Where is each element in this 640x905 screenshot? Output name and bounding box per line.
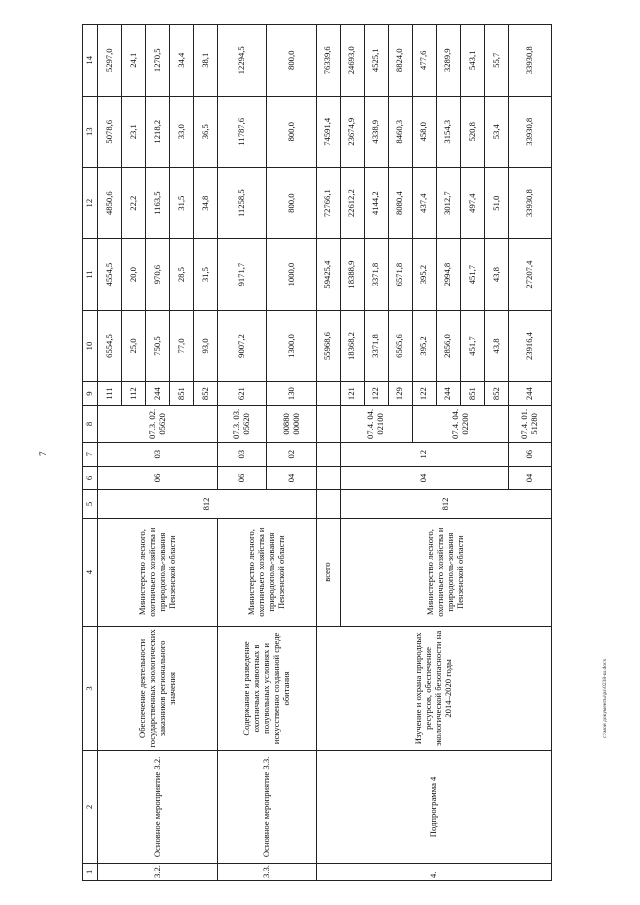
row-number: 3.3. <box>218 863 316 880</box>
value-cell: 5297,0 <box>98 25 122 97</box>
empty-cell <box>316 406 340 443</box>
value-cell: 3371,8 <box>364 239 388 310</box>
empty-cell <box>316 466 340 490</box>
section-code: 04 <box>509 466 552 490</box>
value-cell: 55,7 <box>485 25 509 97</box>
value-cell: 8460,3 <box>388 96 412 167</box>
executor: Министерство лесного, охотничьего хозяйства и природополь-зования Пензенской области <box>340 518 551 626</box>
value-cell: 6565,6 <box>388 310 412 381</box>
header-col-14: 14 <box>83 25 98 97</box>
value-cell: 33930,8 <box>509 167 552 238</box>
value-cell: 497,4 <box>461 167 485 238</box>
value-cell: 53,4 <box>485 96 509 167</box>
target-article-code: 07.3. 03. 05620 <box>218 406 267 443</box>
value-cell: 36,5 <box>194 96 218 167</box>
header-col-5: 5 <box>83 490 98 518</box>
header-col-10: 10 <box>83 310 98 381</box>
row-number: 4. <box>316 863 551 880</box>
value-cell: 5078,6 <box>98 96 122 167</box>
expense-type-code: 112 <box>122 382 146 406</box>
total-value: 74591,4 <box>316 96 340 167</box>
total-value: 55968,6 <box>316 310 340 381</box>
target-article-code: 00880 00000 <box>267 406 316 443</box>
expense-type-code: 129 <box>388 382 412 406</box>
footer-file-path: c:\мои документы\ра\0238-ш.docx <box>602 658 608 738</box>
value-cell: 3154,3 <box>436 96 460 167</box>
value-cell: 18388,9 <box>340 239 364 310</box>
value-cell: 451,7 <box>461 239 485 310</box>
value-cell: 22,2 <box>122 167 146 238</box>
rotated-table-wrapper <box>82 24 552 881</box>
value-cell: 23,1 <box>122 96 146 167</box>
budget-table <box>82 24 552 881</box>
subprogram-description: Изучение и охрана природных ресурсов, обеспечение экологической безопасности на 2014–2020 годы <box>316 626 551 750</box>
total-value: 59425,4 <box>316 239 340 310</box>
value-cell: 24693,0 <box>340 25 364 97</box>
value-cell: 33,0 <box>170 96 194 167</box>
section-code: 04 <box>340 466 509 490</box>
grbs-code: 812 <box>340 490 551 518</box>
expense-type-code: 851 <box>461 382 485 406</box>
value-cell: 4850,6 <box>98 167 122 238</box>
value-cell: 3012,7 <box>436 167 460 238</box>
value-cell: 77,0 <box>170 310 194 381</box>
header-col-6: 6 <box>83 466 98 490</box>
value-cell: 4338,9 <box>364 96 388 167</box>
target-article-code: 07.4. 04. 02200 <box>412 406 508 443</box>
value-cell: 437,4 <box>412 167 436 238</box>
total-value: 76339,6 <box>316 25 340 97</box>
total-value: 72766,1 <box>316 167 340 238</box>
page-number: 7 <box>38 451 48 456</box>
section-code: 06 <box>218 466 267 490</box>
header-col-9: 9 <box>83 382 98 406</box>
value-cell: 543,1 <box>461 25 485 97</box>
value-cell: 520,8 <box>461 96 485 167</box>
section-code: 04 <box>267 466 316 490</box>
expense-type-code: 244 <box>509 382 552 406</box>
table-row <box>98 25 122 881</box>
total-label: всего <box>316 518 340 626</box>
subsection-code: 03 <box>218 442 267 466</box>
value-cell: 8080,4 <box>388 167 412 238</box>
value-cell: 43,8 <box>485 239 509 310</box>
value-cell: 43,8 <box>485 310 509 381</box>
value-cell: 8824,0 <box>388 25 412 97</box>
target-article-code: 07.4. 04. 02100 <box>340 406 412 443</box>
value-cell: 3289,9 <box>436 25 460 97</box>
value-cell: 33930,8 <box>509 96 552 167</box>
measure-name: Основное мероприятие 3.2. <box>98 751 218 864</box>
measure-description: Обеспечение деятельности государственных зоологических заказников регионального значения <box>98 626 218 750</box>
value-cell: 51,0 <box>485 167 509 238</box>
empty-cell <box>316 442 340 466</box>
row-number: 3.2. <box>98 863 218 880</box>
value-cell: 34,4 <box>170 25 194 97</box>
value-cell: 25,0 <box>122 310 146 381</box>
value-cell: 1300,0 <box>267 310 316 381</box>
expense-type-code: 111 <box>98 382 122 406</box>
target-article-code: 07.4. 01. 51280 <box>509 406 552 443</box>
value-cell: 31,5 <box>194 239 218 310</box>
expense-type-code: 851 <box>170 382 194 406</box>
header-col-12: 12 <box>83 167 98 238</box>
value-cell: 38,1 <box>194 25 218 97</box>
value-cell: 18368,2 <box>340 310 364 381</box>
value-cell: 4144,2 <box>364 167 388 238</box>
value-cell: 23916,4 <box>509 310 552 381</box>
header-col-7: 7 <box>83 442 98 466</box>
value-cell: 458,0 <box>412 96 436 167</box>
expense-type-code: 852 <box>194 382 218 406</box>
value-cell: 395,2 <box>412 310 436 381</box>
value-cell: 970,6 <box>146 239 170 310</box>
expense-type-code: 244 <box>146 382 170 406</box>
target-article-code: 07.3. 02. 05620 <box>98 406 218 443</box>
value-cell: 1000,0 <box>267 239 316 310</box>
value-cell: 4554,5 <box>98 239 122 310</box>
value-cell: 800,0 <box>267 96 316 167</box>
grbs-code: 812 <box>98 490 317 518</box>
value-cell: 9007,2 <box>218 310 267 381</box>
header-col-2: 2 <box>83 751 98 864</box>
subsection-code: 12 <box>340 442 509 466</box>
expense-type-code: 122 <box>412 382 436 406</box>
value-cell: 11258,5 <box>218 167 267 238</box>
header-row <box>83 25 98 881</box>
subsection-code: 06 <box>509 442 552 466</box>
value-cell: 800,0 <box>267 167 316 238</box>
value-cell: 31,5 <box>170 167 194 238</box>
header-col-11: 11 <box>83 239 98 310</box>
value-cell: 2994,8 <box>436 239 460 310</box>
expense-type-code: 121 <box>340 382 364 406</box>
measure-name: Основное мероприятие 3.3. <box>218 751 316 864</box>
value-cell: 23674,9 <box>340 96 364 167</box>
value-cell: 800,0 <box>267 25 316 97</box>
header-col-1: 1 <box>83 863 98 880</box>
value-cell: 33930,8 <box>509 25 552 97</box>
value-cell: 750,5 <box>146 310 170 381</box>
header-col-8: 8 <box>83 406 98 443</box>
expense-type-code: 621 <box>218 382 267 406</box>
expense-type-code: 122 <box>364 382 388 406</box>
header-col-4: 4 <box>83 518 98 626</box>
empty-cell <box>316 490 340 518</box>
value-cell: 1270,5 <box>146 25 170 97</box>
value-cell: 477,6 <box>412 25 436 97</box>
value-cell: 20,0 <box>122 239 146 310</box>
value-cell: 1163,5 <box>146 167 170 238</box>
header-col-3: 3 <box>83 626 98 750</box>
value-cell: 27207,4 <box>509 239 552 310</box>
executor: Министерство лесного, охотничьего хозяйства и природополь-зования Пензенской области <box>98 518 218 626</box>
subsection-code: 03 <box>98 442 218 466</box>
table-row <box>218 25 267 881</box>
value-cell: 4525,1 <box>364 25 388 97</box>
total-row <box>316 25 340 881</box>
value-cell: 1218,2 <box>146 96 170 167</box>
value-cell: 28,5 <box>170 239 194 310</box>
value-cell: 93,0 <box>194 310 218 381</box>
measure-description: Содержание и разведение охотничьих животных в полувольных условиях и искусственно созданной среде обитания <box>218 626 316 750</box>
header-col-13: 13 <box>83 96 98 167</box>
value-cell: 34,8 <box>194 167 218 238</box>
empty-cell <box>316 382 340 406</box>
expense-type-code: 852 <box>485 382 509 406</box>
expense-type-code: 130 <box>267 382 316 406</box>
value-cell: 11787,6 <box>218 96 267 167</box>
value-cell: 451,7 <box>461 310 485 381</box>
executor: Министерство лесного, охотничьего хозяйства и природополь-зования Пензенской области <box>218 518 316 626</box>
value-cell: 6554,5 <box>98 310 122 381</box>
subsection-code: 02 <box>267 442 316 466</box>
value-cell: 22612,2 <box>340 167 364 238</box>
value-cell: 3371,8 <box>364 310 388 381</box>
value-cell: 24,1 <box>122 25 146 97</box>
value-cell: 2856,0 <box>436 310 460 381</box>
subprogram-name: Подпрограмма 4 <box>316 751 551 864</box>
section-code: 06 <box>98 466 218 490</box>
value-cell: 395,2 <box>412 239 436 310</box>
value-cell: 12294,5 <box>218 25 267 97</box>
value-cell: 9171,7 <box>218 239 267 310</box>
value-cell: 6571,8 <box>388 239 412 310</box>
expense-type-code: 244 <box>436 382 460 406</box>
